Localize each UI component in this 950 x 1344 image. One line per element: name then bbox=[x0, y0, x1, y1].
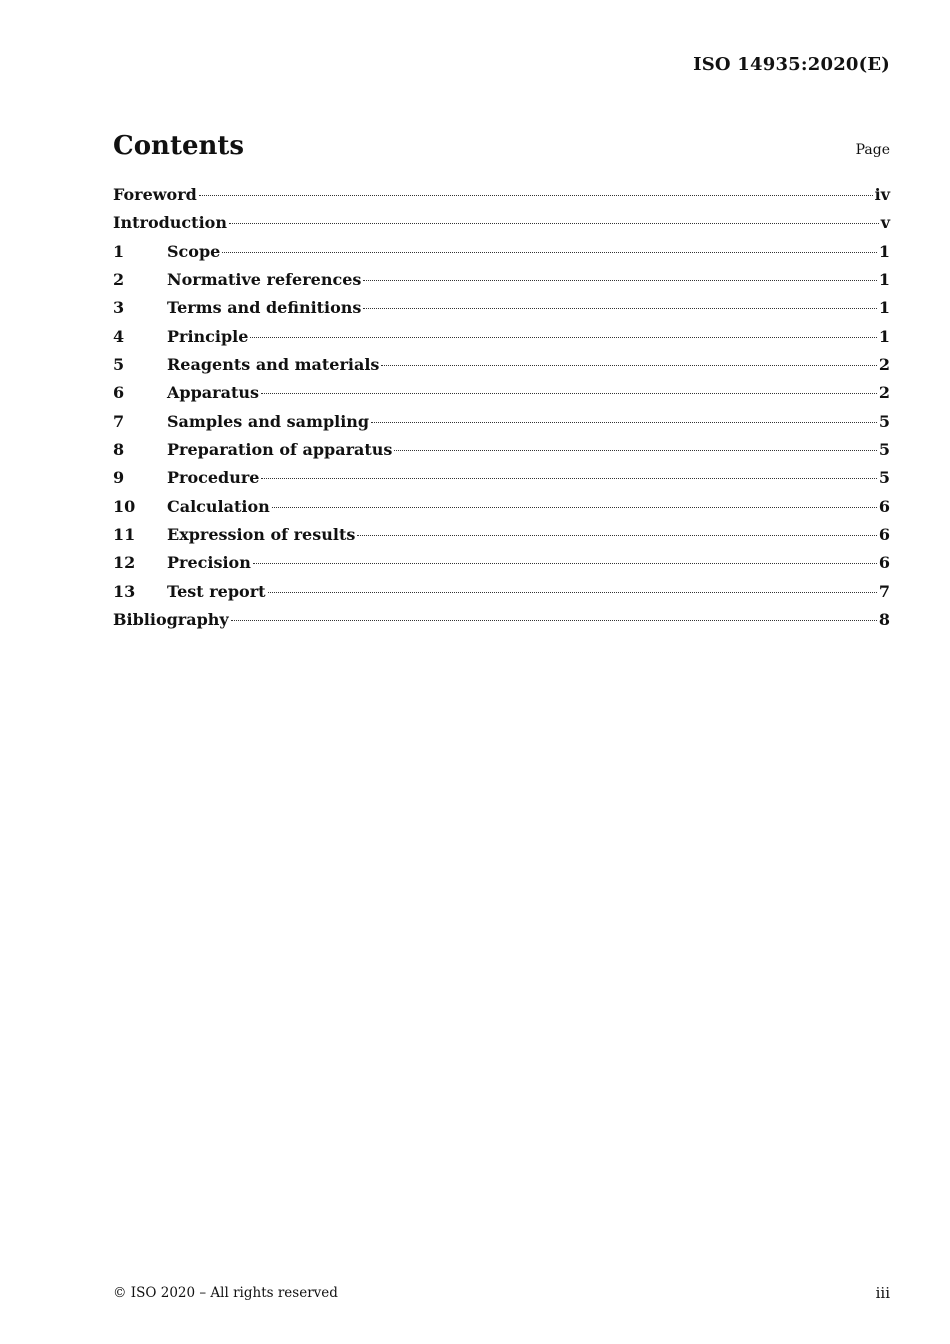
toc-entry-page: 5 bbox=[878, 468, 890, 488]
table-of-contents bbox=[113, 185, 890, 639]
dot-leader bbox=[272, 507, 877, 508]
dot-leader bbox=[363, 280, 876, 281]
dot-leader bbox=[250, 337, 876, 338]
toc-entry-title: Test report bbox=[167, 581, 266, 601]
dot-leader bbox=[371, 422, 877, 423]
toc-entry-number: 2 bbox=[113, 270, 125, 290]
toc-entry-title: Preparation of apparatus bbox=[167, 440, 393, 460]
toc-entry-number: 5 bbox=[113, 355, 125, 375]
toc-entry-page: iv bbox=[874, 185, 890, 204]
dot-leader bbox=[229, 223, 879, 224]
dot-leader bbox=[231, 620, 877, 621]
toc-entry-number: 1 bbox=[113, 241, 125, 261]
toc-entry-page: 6 bbox=[878, 553, 890, 573]
dot-leader bbox=[357, 535, 877, 536]
dot-leader bbox=[253, 563, 877, 564]
toc-entry-title: Scope bbox=[167, 241, 221, 261]
toc-entry-page: 6 bbox=[878, 496, 890, 516]
toc-entry-terms-and-definitions[interactable] bbox=[113, 298, 890, 326]
toc-entry-page: 1 bbox=[878, 270, 890, 290]
toc-entry-number: 10 bbox=[113, 496, 136, 516]
toc-entry-title: Introduction bbox=[113, 213, 227, 233]
dot-leader bbox=[381, 365, 876, 366]
toc-entry-title: Principle bbox=[167, 326, 249, 346]
toc-entry-page: 5 bbox=[878, 440, 890, 460]
toc-entry-scope[interactable] bbox=[113, 242, 890, 270]
toc-entry-title: Apparatus bbox=[167, 383, 259, 403]
dot-leader bbox=[222, 252, 877, 253]
toc-entry-title: Reagents and materials bbox=[167, 355, 380, 375]
toc-entry-apparatus[interactable] bbox=[113, 383, 890, 411]
toc-entry-number: 12 bbox=[113, 553, 136, 573]
toc-entry-page: 5 bbox=[878, 411, 890, 431]
toc-entry-title: Terms and definitions bbox=[167, 298, 362, 318]
toc-entry-principle[interactable] bbox=[113, 327, 890, 355]
toc-entry-page: 6 bbox=[878, 525, 890, 545]
toc-entry-test-report[interactable] bbox=[113, 582, 890, 610]
toc-entry-introduction[interactable] bbox=[113, 213, 890, 241]
toc-entry-samples-and-sampling[interactable] bbox=[113, 412, 890, 440]
toc-entry-title: Precision bbox=[167, 553, 251, 573]
toc-entry-procedure[interactable] bbox=[113, 468, 890, 496]
page-column-label: Page bbox=[855, 142, 890, 158]
contents-heading: Contents bbox=[113, 131, 245, 161]
dot-leader bbox=[261, 393, 877, 394]
toc-entry-number: 11 bbox=[113, 525, 136, 545]
toc-entry-number: 6 bbox=[113, 383, 125, 403]
toc-entry-expression-of-results[interactable] bbox=[113, 525, 890, 553]
dot-leader bbox=[394, 450, 876, 451]
toc-entry-number: 4 bbox=[113, 326, 125, 346]
toc-entry-preparation-of-apparatus[interactable] bbox=[113, 440, 890, 468]
toc-entry-normative-references[interactable] bbox=[113, 270, 890, 298]
page-number: iii bbox=[875, 1284, 890, 1302]
toc-entry-page: 1 bbox=[878, 298, 890, 318]
copyright-notice: © ISO 2020 – All rights reserved bbox=[113, 1285, 338, 1301]
toc-entry-title: Normative references bbox=[167, 270, 362, 290]
dot-leader bbox=[363, 308, 876, 309]
toc-entry-foreword[interactable] bbox=[113, 185, 890, 213]
dot-leader bbox=[199, 195, 873, 196]
toc-entry-title: Bibliography bbox=[113, 610, 229, 630]
toc-entry-title: Foreword bbox=[113, 185, 197, 204]
toc-entry-page: 1 bbox=[878, 241, 890, 261]
toc-entry-number: 7 bbox=[113, 411, 125, 431]
toc-entry-page: 8 bbox=[878, 610, 890, 630]
toc-entry-number: 3 bbox=[113, 298, 125, 318]
toc-entry-page: 2 bbox=[878, 355, 890, 375]
toc-entry-reagents-and-materials[interactable] bbox=[113, 355, 890, 383]
dot-leader bbox=[268, 592, 877, 593]
dot-leader bbox=[261, 478, 876, 479]
toc-entry-title: Expression of results bbox=[167, 525, 356, 545]
toc-entry-title: Procedure bbox=[167, 468, 260, 488]
toc-entry-number: 13 bbox=[113, 581, 136, 601]
toc-entry-number: 8 bbox=[113, 440, 125, 460]
toc-entry-precision[interactable] bbox=[113, 553, 890, 581]
toc-entry-page: 1 bbox=[878, 326, 890, 346]
toc-entry-page: 2 bbox=[878, 383, 890, 403]
toc-entry-page: v bbox=[880, 213, 890, 233]
toc-entry-title: Samples and sampling bbox=[167, 411, 370, 431]
toc-entry-page: 7 bbox=[878, 581, 890, 601]
toc-entry-bibliography[interactable] bbox=[113, 610, 890, 638]
document-id: ISO 14935:2020(E) bbox=[693, 54, 890, 75]
toc-entry-calculation[interactable] bbox=[113, 497, 890, 525]
toc-entry-title: Calculation bbox=[167, 496, 270, 516]
toc-entry-number: 9 bbox=[113, 468, 125, 488]
